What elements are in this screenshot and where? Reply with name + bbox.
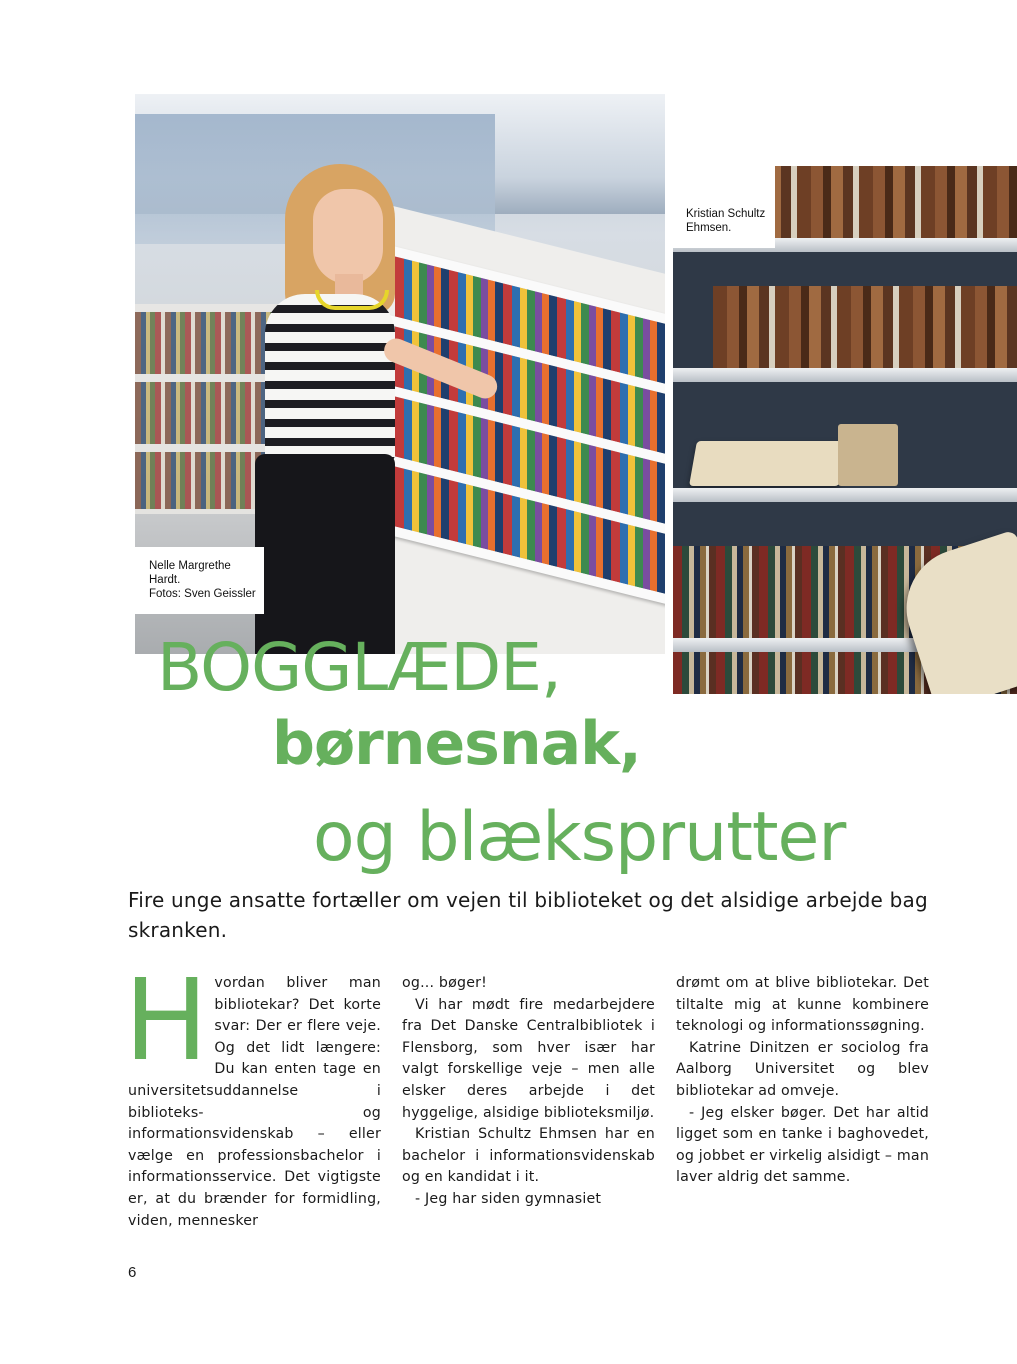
headline-line-2: børnesnak, [272, 709, 641, 779]
paragraph: - Jeg elsker bøger. Det har altid ligget som en tanke i baghovedet, og jobbet er virkelig alsidigt – man laver aldrig det samme. [676, 1104, 930, 1186]
caption-line: Kristian Schultz [686, 208, 766, 220]
body-column-3 [676, 973, 929, 1189]
paragraph: drømt om at blive bibliotekar. Det tiltalte mig at kunne kombinere teknologi og informationssøgning. [676, 975, 929, 1035]
paragraph: og... bøger! [402, 975, 488, 991]
drop-cap: H [124, 956, 209, 1086]
caption-line: Nelle Margrethe [149, 560, 231, 572]
paragraph: Vi har mødt fire medarbejdere fra Det Danske Centralbibliotek i Flensborg, som hver især har valgt forskellige veje – men alle elsker deres arbejde i det hyggelige, alsidige biblioteksmiljø. [402, 996, 655, 1121]
paragraph: Katrine Dinitzen er sociolog fra Aalborg Universitet og blev bibliotekar ad omveje. [676, 1039, 929, 1099]
body-column-1 [124, 956, 381, 1232]
headline-line-1: BOGGLÆDE, [157, 629, 561, 706]
paragraph: Kristian Schultz Ehmsen har en bachelor i informationsvidenskab og en kandidat i it. [402, 1126, 655, 1186]
paragraph: - Jeg har siden gymnasiet [415, 1190, 602, 1207]
body-column-2 [402, 973, 655, 1211]
headline-line-3: og blæksprutter [313, 798, 846, 877]
paragraph: vordan bliver man bibliotekar? Det korte svar: Der er flere veje. Og det lidt længere: Du kan enten tage en universitetsuddannelse i biblioteks- og informationsvidenskab – eller vælge en professionsbachelor i informationsservice. Det vigtigste er, at du brænder for formidling, viden, mennesker [128, 975, 381, 1229]
caption-credit: Fotos: Sven Geissler [149, 588, 256, 600]
caption-line: Ehmsen. [686, 222, 732, 234]
caption-line: Hardt. [149, 574, 181, 586]
photo-caption-left [135, 547, 264, 614]
page-number: 6 [128, 1264, 137, 1281]
photo-caption-right [673, 166, 775, 248]
standfirst: Fire unge ansatte fortæller om vejen til biblioteket og det alsidige arbejde bag skranken. [128, 888, 928, 942]
